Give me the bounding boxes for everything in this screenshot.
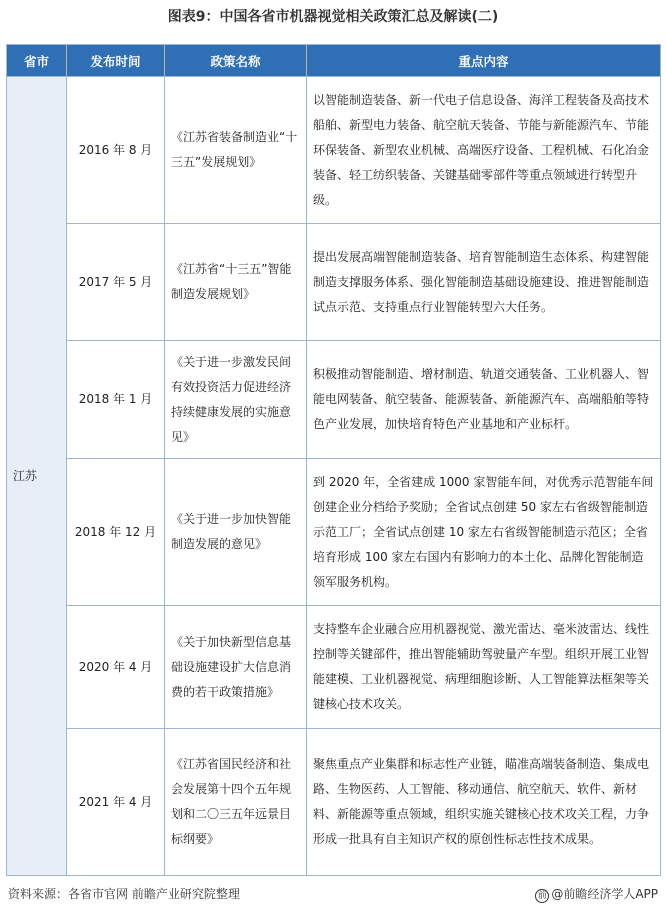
brand-logo-icon: 前 xyxy=(535,889,549,903)
policy-table xyxy=(6,44,661,876)
policy-name-cell: 《关于进一步激发民间有效投资活力促进经济持续健康发展的实施意见》 xyxy=(165,341,307,459)
header-key-content: 重点内容 xyxy=(307,45,661,77)
policy-name-cell: 《江苏省装备制造业“十三五”发展规划》 xyxy=(165,77,307,224)
table-row xyxy=(7,606,661,729)
content-cell: 到 2020 年，全省建成 1000 家智能车间，对优秀示范智能车间创建企业分档给予奖励；全省试点创建 50 家左右省级智能制造示范工厂；全省试点创建 10 家左右省级智能制造示范区；全省培育形成 100 家左右国内有影响力的本土化、品牌化智能制造领军服务机构。 xyxy=(307,459,661,606)
header-date: 发布时间 xyxy=(67,45,165,77)
header-policy-name: 政策名称 xyxy=(165,45,307,77)
table-row xyxy=(7,459,661,606)
content-cell: 提出发展高端智能制造装备、培育智能制造生态体系、构建智能制造支撑服务体系、强化智能制造基础设施建设、推进智能制造试点示范、支持重点行业智能转型六大任务。 xyxy=(307,224,661,341)
content-cell: 以智能制造装备、新一代电子信息设备、海洋工程装备及高技术船舶、新型电力装备、航空航天装备、节能与新能源汽车、节能环保装备、新型农业机械、高端医疗设备、工程机械、石化冶金装备、轻工纺织装备、关键基础零部件等重点领域进行转型升级。 xyxy=(307,77,661,224)
content-cell: 积极推动智能制造、增材制造、轨道交通装备、工业机器人、智能电网装备、航空装备、能源装备、新能源汽车、高端船舶等特色产业发展，加快培育特色产业基地和产业标杆。 xyxy=(307,341,661,459)
credit-line xyxy=(535,885,658,903)
policy-name-cell: 《关于进一步加快智能制造发展的意见》 xyxy=(165,459,307,606)
date-cell: 2021 年 4 月 xyxy=(67,729,165,876)
content-cell: 聚焦重点产业集群和标志性产业链，瞄准高端装备制造、集成电路、生物医药、人工智能、移动通信、航空航天、软件、新材料、新能源等重点领域，组织实施关键核心技术攻关工程，力争形成一批具有自主知识产权的原创性标志性技术成果。 xyxy=(307,729,661,876)
table-row xyxy=(7,77,661,224)
date-cell: 2016 年 8 月 xyxy=(67,77,165,224)
policy-name-cell: 《江苏省国民经济和社会发展第十四个五年规划和二〇三五年远景目标纲要》 xyxy=(165,729,307,876)
province-cell: 江苏 xyxy=(7,77,67,876)
table-row xyxy=(7,224,661,341)
chart-title: 图表9：中国各省市机器视觉相关政策汇总及解读(二) xyxy=(167,9,499,25)
content-cell: 支持整车企业融合应用机器视觉、激光雷达、毫米波雷达、线性控制等关键部件，推出智能辅助驾驶量产车型。组织开展工业智能建模、工业机器视觉、病理细胞诊断、人工智能算法框架等关键核心技术攻关。 xyxy=(307,606,661,729)
date-cell: 2017 年 5 月 xyxy=(67,224,165,341)
source-note: 资料来源：各省市官网 前瞻产业研究院整理 xyxy=(8,887,240,901)
header-province: 省市 xyxy=(7,45,67,77)
table-row xyxy=(7,729,661,876)
policy-name-cell: 《关于加快新型信息基础设施建设扩大信息消费的若干政策措施》 xyxy=(165,606,307,729)
date-cell: 2020 年 4 月 xyxy=(67,606,165,729)
credit-text: @前瞻经济学人APP xyxy=(551,887,658,901)
table-row xyxy=(7,341,661,459)
date-cell: 2018 年 1 月 xyxy=(67,341,165,459)
policy-name-cell: 《江苏省“十三五”智能制造发展规划》 xyxy=(165,224,307,341)
table-header-row xyxy=(7,45,661,77)
date-cell: 2018 年 12 月 xyxy=(67,459,165,606)
